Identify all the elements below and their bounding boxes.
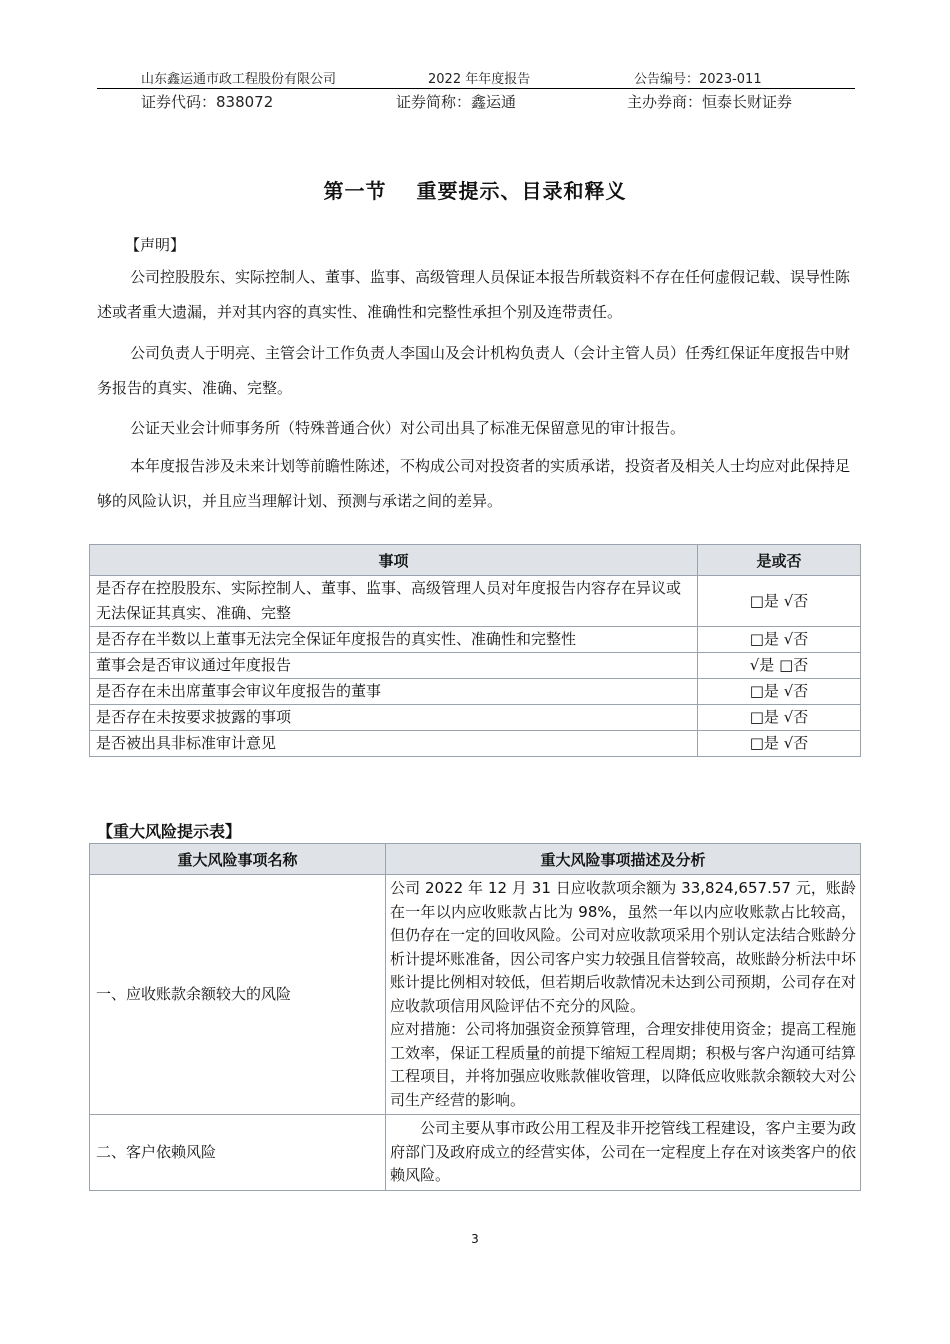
section-name: 重要提示、目录和释义 bbox=[416, 179, 627, 203]
declaration-paragraph: 公司控股股东、实际控制人、董事、监事、高级管理人员保证本报告所载资料不存在任何虚假记载、误导性陈述或者重大遗漏，并对其内容的真实性、准确性和完整性承担个别及连带责任。 bbox=[97, 268, 851, 321]
risk-section-label: 【重大风险提示表】 bbox=[97, 822, 242, 841]
column-header-risk-desc: 重大风险事项描述及分析 bbox=[386, 844, 861, 875]
declaration-table bbox=[89, 544, 861, 757]
header-stock-abbr: 证券简称：鑫运通 bbox=[396, 93, 517, 111]
risk-analysis: 公司 2022 年 12 月 31 日应收款项余额为 33,824,657.57 元，账龄在一年以内应收账款占比为 98%，虽然一年以内应收账款占比较高，但仍存在一定的回收风险。公司对应收款项采用个别认定法结合账龄分析计提坏账准备，因公司客户实力较强且信誉较高，故账龄分析法中坏账计提比例相对较低，但若期后收款情况未达到公司预期，公司存在对应收款项信用风险评估不充分的风险。 bbox=[390, 879, 856, 1015]
row-item: 董事会是否审议通过年度报告 bbox=[90, 653, 698, 679]
table-row bbox=[90, 1115, 861, 1191]
row-item: 是否存在半数以上董事无法完全保证年度报告的真实性、准确性和完整性 bbox=[90, 627, 698, 653]
header-company: 山东鑫运通市政工程股份有限公司 bbox=[141, 72, 337, 87]
header-rule bbox=[97, 88, 855, 89]
risk-countermeasure: 应对措施：公司将加强资金预算管理，合理安排使用资金；提高工程施工效率，保证工程质量的前提下缩短工程周期；积极与客户沟通可结算工程项目，并将加强应收账款催收管理，以降低应收账款余额较大对公司生产经营的影响。 bbox=[390, 1020, 856, 1109]
declaration-paragraph: 公司负责人于明亮、主管会计工作负责人李国山及会计机构负责人（会计主管人员）任秀红保证年度报告中财务报告的真实、准确、完整。 bbox=[97, 344, 851, 397]
risk-description bbox=[386, 875, 861, 1115]
risk-name: 二、客户依赖风险 bbox=[90, 1115, 386, 1191]
row-answer: □是 √否 bbox=[698, 705, 861, 731]
column-header-item: 事项 bbox=[90, 545, 698, 576]
row-item: 是否存在控股股东、实际控制人、董事、监事、高级管理人员对年度报告内容存在异议或无法保证其真实、准确、完整 bbox=[90, 576, 698, 627]
header-report-title: 2022 年年度报告 bbox=[428, 72, 531, 87]
section-title bbox=[0, 175, 950, 204]
column-header-answer: 是或否 bbox=[698, 545, 861, 576]
table-row bbox=[90, 679, 861, 705]
table-row bbox=[90, 653, 861, 679]
risk-table bbox=[89, 843, 861, 1191]
row-answer: □是 √否 bbox=[698, 679, 861, 705]
page-number: 3 bbox=[471, 1232, 479, 1246]
risk-name: 一、应收账款余额较大的风险 bbox=[90, 875, 386, 1115]
row-item: 是否存在未出席董事会审议年度报告的董事 bbox=[90, 679, 698, 705]
table-row bbox=[90, 627, 861, 653]
row-answer: □是 √否 bbox=[698, 731, 861, 757]
declaration-paragraph: 公证天业会计师事务所（特殊普通合伙）对公司出具了标准无保留意见的审计报告。 bbox=[130, 419, 686, 437]
section-number: 第一节 bbox=[323, 179, 387, 203]
row-item: 是否被出具非标准审计意见 bbox=[90, 731, 698, 757]
table-row bbox=[90, 731, 861, 757]
table-header-row bbox=[90, 844, 861, 875]
table-row bbox=[90, 576, 861, 627]
header-stock-code: 证券代码：838072 bbox=[141, 93, 274, 111]
row-answer: □是 √否 bbox=[698, 627, 861, 653]
row-answer: √是 □否 bbox=[698, 653, 861, 679]
declaration-paragraph: 本年度报告涉及未来计划等前瞻性陈述，不构成公司对投资者的实质承诺，投资者及相关人士均应对此保持足够的风险认识，并且应当理解计划、预测与承诺之间的差异。 bbox=[97, 457, 851, 510]
header-announcement-no: 公告编号：2023-011 bbox=[634, 72, 762, 87]
table-row bbox=[90, 875, 861, 1115]
risk-description bbox=[386, 1115, 861, 1191]
row-item: 是否存在未按要求披露的事项 bbox=[90, 705, 698, 731]
column-header-risk-name: 重大风险事项名称 bbox=[90, 844, 386, 875]
row-answer: □是 √否 bbox=[698, 576, 861, 627]
table-row bbox=[90, 705, 861, 731]
table-header-row bbox=[90, 545, 861, 576]
header-sponsor: 主办券商：恒泰长财证券 bbox=[627, 93, 793, 111]
declaration-heading: 【声明】 bbox=[125, 236, 186, 254]
risk-analysis: 公司主要从事市政公用工程及非开挖管线工程建设，客户主要为政府部门及政府成立的经营实体，公司在一定程度上存在对该类客户的依赖风险。 bbox=[390, 1119, 856, 1184]
